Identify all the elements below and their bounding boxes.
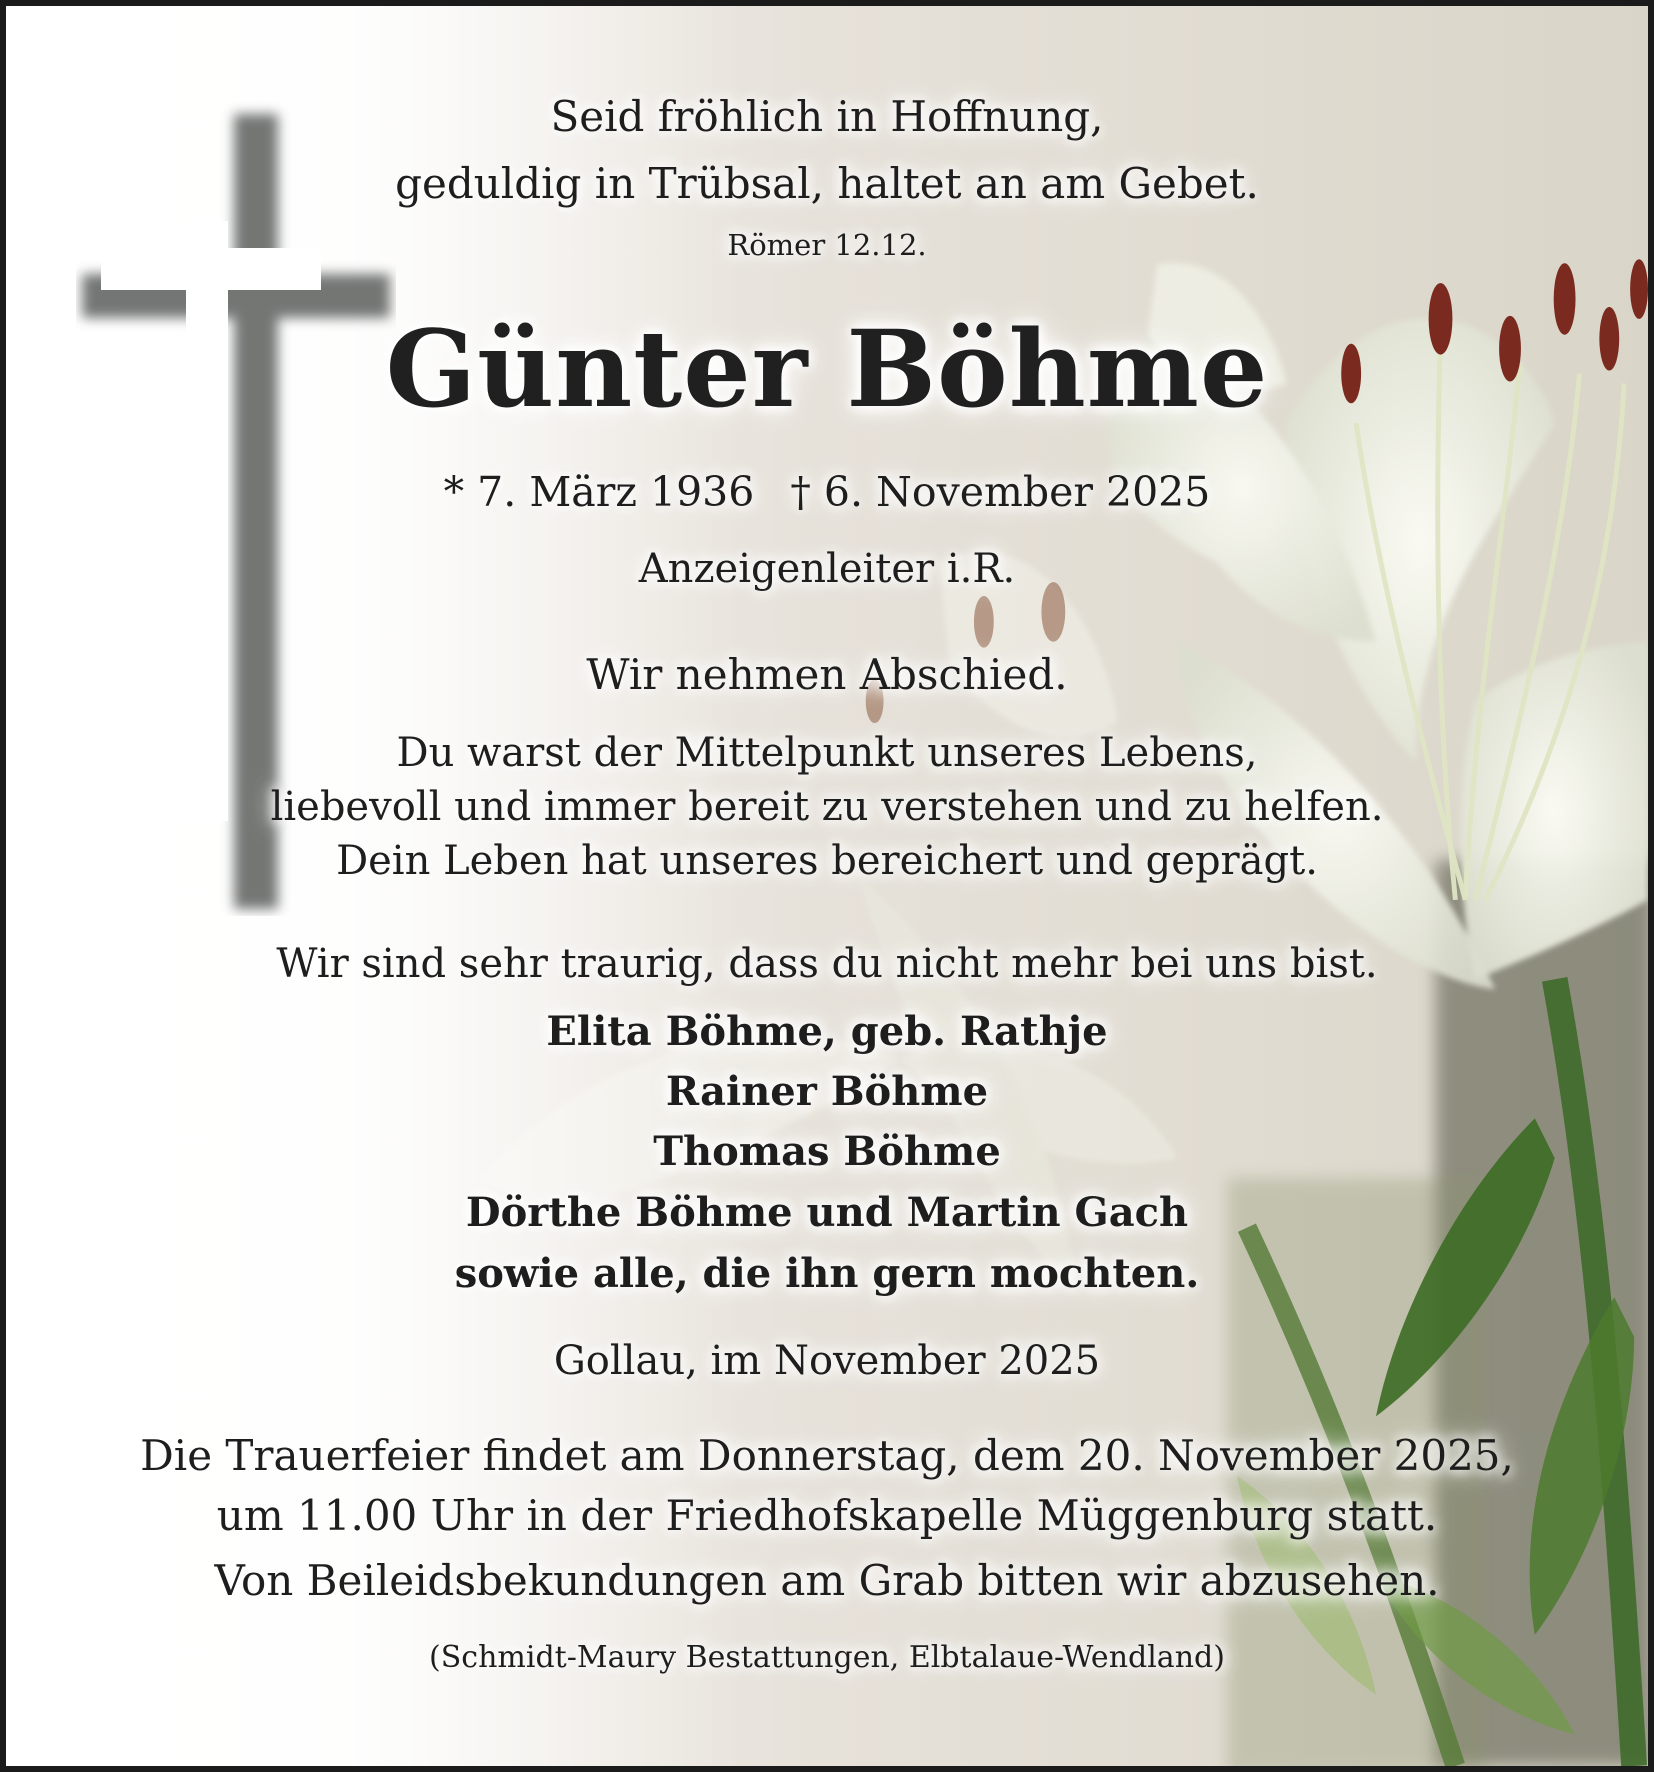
verse-reference: Römer 12.12. — [727, 228, 927, 262]
deceased-role: Anzeigenleiter i.R. — [638, 546, 1016, 592]
death-date: † 6. November 2025 — [790, 468, 1211, 516]
undertaker-note: (Schmidt-Maury Bestattungen, Elbtalaue-Wendland) — [429, 1640, 1225, 1675]
birth-date: * 7. März 1936 — [443, 468, 755, 516]
family-member: Elita Böhme, geb. Rathje — [546, 1008, 1108, 1055]
verse-line-1: Seid fröhlich in Hoffnung, — [550, 92, 1104, 141]
family-member: Thomas Böhme — [653, 1128, 1001, 1175]
family-member: Rainer Böhme — [665, 1068, 989, 1115]
service-line-2: um 11.00 Uhr in der Friedhofskapelle Müggenburg statt. — [216, 1491, 1438, 1540]
service-line-3: Von Beileidsbekundungen am Grab bitten wir abzusehen. — [214, 1556, 1440, 1605]
message-line-2: liebevoll und immer bereit zu verstehen und zu helfen. — [270, 784, 1384, 830]
farewell-line: Wir nehmen Abschied. — [586, 650, 1068, 699]
life-dates — [6, 468, 1648, 516]
deceased-name: Günter Böhme — [385, 306, 1269, 431]
message-line-3: Dein Leben hat unseres bereichert und geprägt. — [336, 838, 1318, 884]
verse-line-2: geduldig in Trübsal, haltet an am Gebet. — [395, 159, 1259, 208]
family-member: Dörthe Böhme und Martin Gach — [465, 1189, 1189, 1236]
place-date: Gollau, im November 2025 — [553, 1338, 1101, 1384]
notice-text — [6, 6, 1648, 1766]
family-member: sowie alle, die ihn gern mochten. — [454, 1250, 1200, 1297]
service-line-1: Die Trauerfeier findet am Donnerstag, dem 20. November 2025, — [140, 1431, 1514, 1480]
message-line-1: Du warst der Mittelpunkt unseres Lebens, — [396, 730, 1258, 776]
sadness-line: Wir sind sehr traurig, dass du nicht mehr bei uns bist. — [276, 941, 1378, 987]
